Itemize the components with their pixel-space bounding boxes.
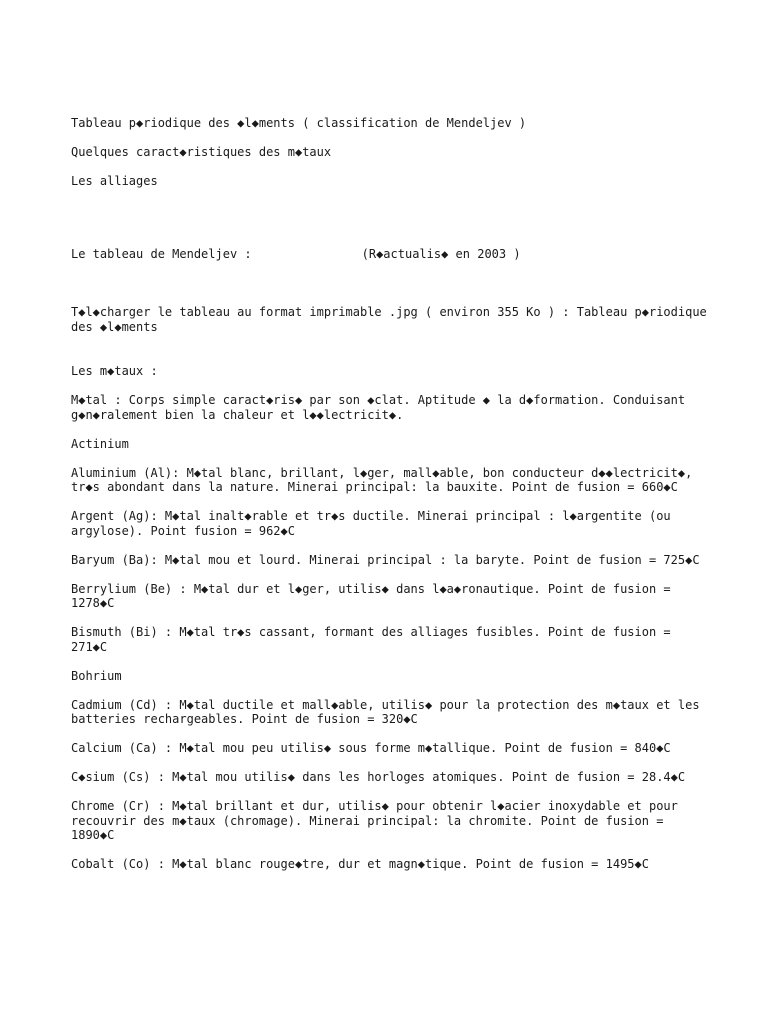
link-periodic-table[interactable]: Tableau p◆riodique des ◆l◆ments ( classification de Mendeljev ) [71,116,527,130]
document-body [71,116,714,872]
list-item: Cobalt (Co) : M◆tal blanc rouge◆tre, dur et magn◆tique. Point de fusion = 1495◆C [71,857,649,871]
download-link[interactable]: T◆l◆charger le tableau au format imprimable .jpg ( environ 355 Ko ) : Tableau p◆riodique des ◆l◆ments [71,305,714,334]
list-item: C◆sium (Cs) : M◆tal mou utilis◆ dans les horloges atomiques. Point de fusion = 28.4◆C [71,770,686,784]
list-item: Aluminium (Al): M◆tal blanc, brillant, l◆ger, mall◆able, bon conducteur d◆◆lectricit◆, tr◆s abondant dans la nature. Minerai principal: la bauxite. Point de fusion = 660◆C [71,465,700,494]
section-title-row [71,247,711,262]
metal-definition: M◆tal : Corps simple caract◆ris◆ par son ◆clat. Aptitude ◆ la d◆formation. Conduisant g◆n◆ralement bien la chaleur et l◆◆lectricit◆. [71,393,693,422]
list-item: Chrome (Cr) : M◆tal brillant et dur, utilis◆ pour obtenir l◆acier inoxydable et pour recouvrir des m◆taux (chromage). Minerai principal: la chromite. Point de fusion = 1890◆C [71,799,686,842]
list-item[interactable]: Bohrium [71,668,122,683]
list-item: Argent (Ag): M◆tal inalt◆rable et tr◆s ductile. Minerai principal : l◆argentite (ou argylose). Point fusion = 962◆C [71,509,678,538]
metals-heading: Les m◆taux : [71,364,158,378]
list-item: Calcium (Ca) : M◆tal mou peu utilis◆ sous forme m◆tallique. Point de fusion = 840◆C [71,741,671,755]
update-note: (R◆actualis◆ en 2003 ) [361,246,521,261]
list-item: Baryum (Ba): M◆tal mou et lourd. Minerai principal : la baryte. Point de fusion = 725◆C [71,552,700,567]
list-item: Bismuth (Bi) : M◆tal tr◆s cassant, formant des alliages fusibles. Point de fusion = 271◆C [71,625,678,654]
list-item: Cadmium (Cd) : M◆tal ductile et mall◆able, utilis◆ pour la protection des m◆taux et les batteries rechargeables. Point de fusion = 320◆C [71,697,707,726]
page-title: Le tableau de Mendeljev : [71,246,252,261]
list-item[interactable]: Actinium [71,436,129,451]
link-metal-characteristics[interactable]: Quelques caract◆ristiques des m◆taux [71,145,332,159]
list-item: Berrylium (Be) : M◆tal dur et l◆ger, utilis◆ dans l◆a◆ronautique. Point de fusion = 1278◆C [71,581,678,610]
link-alloys[interactable]: Les alliages [71,174,158,188]
